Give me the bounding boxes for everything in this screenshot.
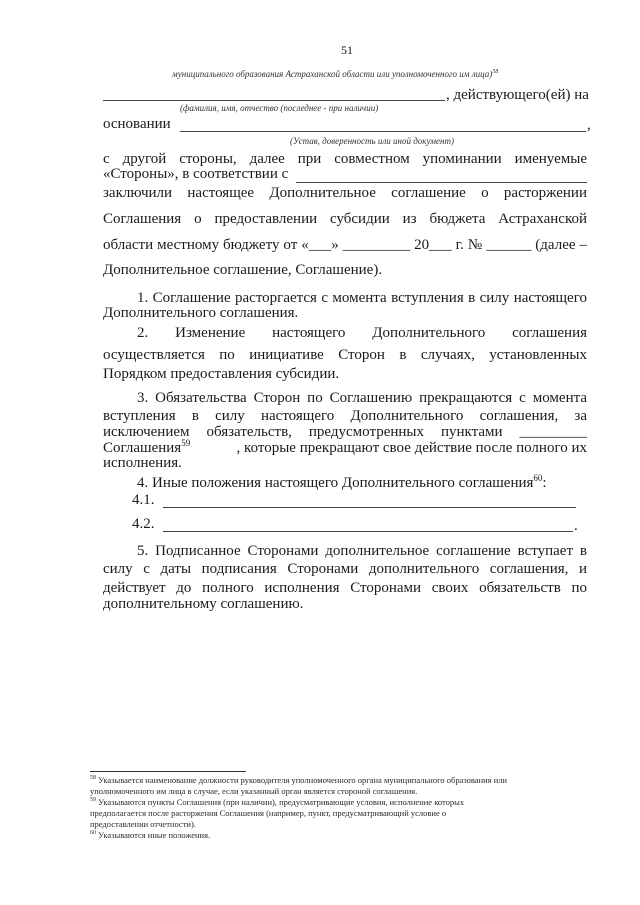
page-number: 51 xyxy=(341,43,353,57)
clause-1-line-1: 1. Соглашение расторгается с момента вступления в силу настоящего xyxy=(137,290,587,306)
footnote-59-line-2: предполагается после расторжения Соглашения (например, пункт, предусматривающий условие о xyxy=(90,808,447,818)
clause-2-line-3: Порядком предоставления субсидии. xyxy=(103,366,340,382)
clause-5-line-4: дополнительному соглашению. xyxy=(103,596,304,612)
name-fill-line xyxy=(103,100,445,101)
footnote-60-ref: 60 xyxy=(90,830,96,836)
footnote-58-text: Указывается наименование должности руководителя уполномоченного органа муниципального образования или xyxy=(96,775,508,785)
basis-hint: (Устав, доверенность или иной документ) xyxy=(290,136,454,146)
basis-doc-fill-line xyxy=(296,182,587,183)
org-line xyxy=(172,69,498,79)
clause-4-2-label: 4.2. xyxy=(132,516,155,532)
footnote-59-line-3: предоставлении отчетности). xyxy=(90,819,196,829)
intro-line-4: Соглашения о предоставлении субсидии из бюджета Астраханской xyxy=(103,211,587,227)
clause-3-line-2: вступления в силу настоящего Дополнительного соглашения, за xyxy=(103,408,587,424)
footnote-58-line-1 xyxy=(90,775,507,786)
clause-4-line-1 xyxy=(137,475,547,492)
intro-line-5: области местному бюджету от «___» _________ 20___ г. № ______ (далее – xyxy=(103,237,587,253)
clause-1-line-2: Дополнительного соглашения. xyxy=(103,305,299,321)
clause-3-line-4-rest: , которые прекращают свое действие после полного их xyxy=(236,440,587,456)
footnote-60-line xyxy=(90,830,210,841)
intro-line-2: «Стороны», в соответствии с xyxy=(103,166,289,182)
footnote-59-ref: 59 xyxy=(90,797,96,803)
clause-5-line-2: силу с даты подписания Сторонами дополнительного соглашения, и xyxy=(103,561,587,577)
acting-text: , действующего(ей) на xyxy=(446,87,589,103)
footnote-ref-59: 59 xyxy=(181,438,191,448)
clause-5-line-3: действует до полного исполнения Сторонами своих обязательств по xyxy=(103,580,587,596)
footnote-separator xyxy=(90,771,246,772)
intro-line-1: с другой стороны, далее при совместном упоминании именуемые xyxy=(103,151,587,167)
footnote-59-line-1 xyxy=(90,797,464,808)
basis-word: основании xyxy=(103,116,171,132)
clause-2-line-2: осуществляется по инициативе Сторон в случаях, установленных xyxy=(103,347,587,363)
footnote-ref-60: 60 xyxy=(533,473,543,483)
footnote-60-text: Указываются иные положения. xyxy=(96,830,211,840)
clause-3-line-1: 3. Обязательства Сторон по Соглашению прекращаются с момента xyxy=(137,390,587,406)
footnote-58-line-2: уполномоченного им лица в случае, если указанный орган является стороной соглашения. xyxy=(90,786,418,796)
org-line-text: муниципального образования Астраханской области или уполномоченного им лица) xyxy=(172,69,493,79)
clause-4-colon: : xyxy=(542,475,547,491)
footnote-59-text: Указываются пункты Соглашения (при наличии), предусматривающие условия, исполнение которых xyxy=(96,797,465,807)
clause-4-text: 4. Иные положения настоящего Дополнительного соглашения xyxy=(137,475,534,491)
footnote-ref-58: 58 xyxy=(492,69,499,75)
clause-4-1-label: 4.1. xyxy=(132,492,155,508)
clause-4-2-end: . xyxy=(574,518,578,534)
basis-fill-line xyxy=(180,131,586,132)
clause-5-line-1: 5. Подписанное Сторонами дополнительное соглашение вступает в xyxy=(137,543,587,559)
intro-line-6: Дополнительное соглашение, Соглашение). xyxy=(103,262,383,278)
footnote-58-ref: 58 xyxy=(90,775,96,781)
basis-end: , xyxy=(587,117,591,133)
clause-3-line-5: исполнения. xyxy=(103,455,182,471)
clause-2-line-1: 2. Изменение настоящего Дополнительного соглашения xyxy=(137,325,587,341)
intro-line-3: заключили настоящее Дополнительное соглашение о расторжении xyxy=(103,185,587,201)
clause-4-1-fill-line xyxy=(163,507,576,508)
clause-4-2-fill-line xyxy=(163,531,573,532)
clause-3-agreement-word: Соглашения$^{59}$ xyxy=(103,438,191,456)
clause-3-line-3: исключением обязательств, предусмотренных пунктами _________ xyxy=(103,424,587,440)
name-hint: (фамилия, имя, отчество (последнее - при наличии) xyxy=(180,103,379,113)
